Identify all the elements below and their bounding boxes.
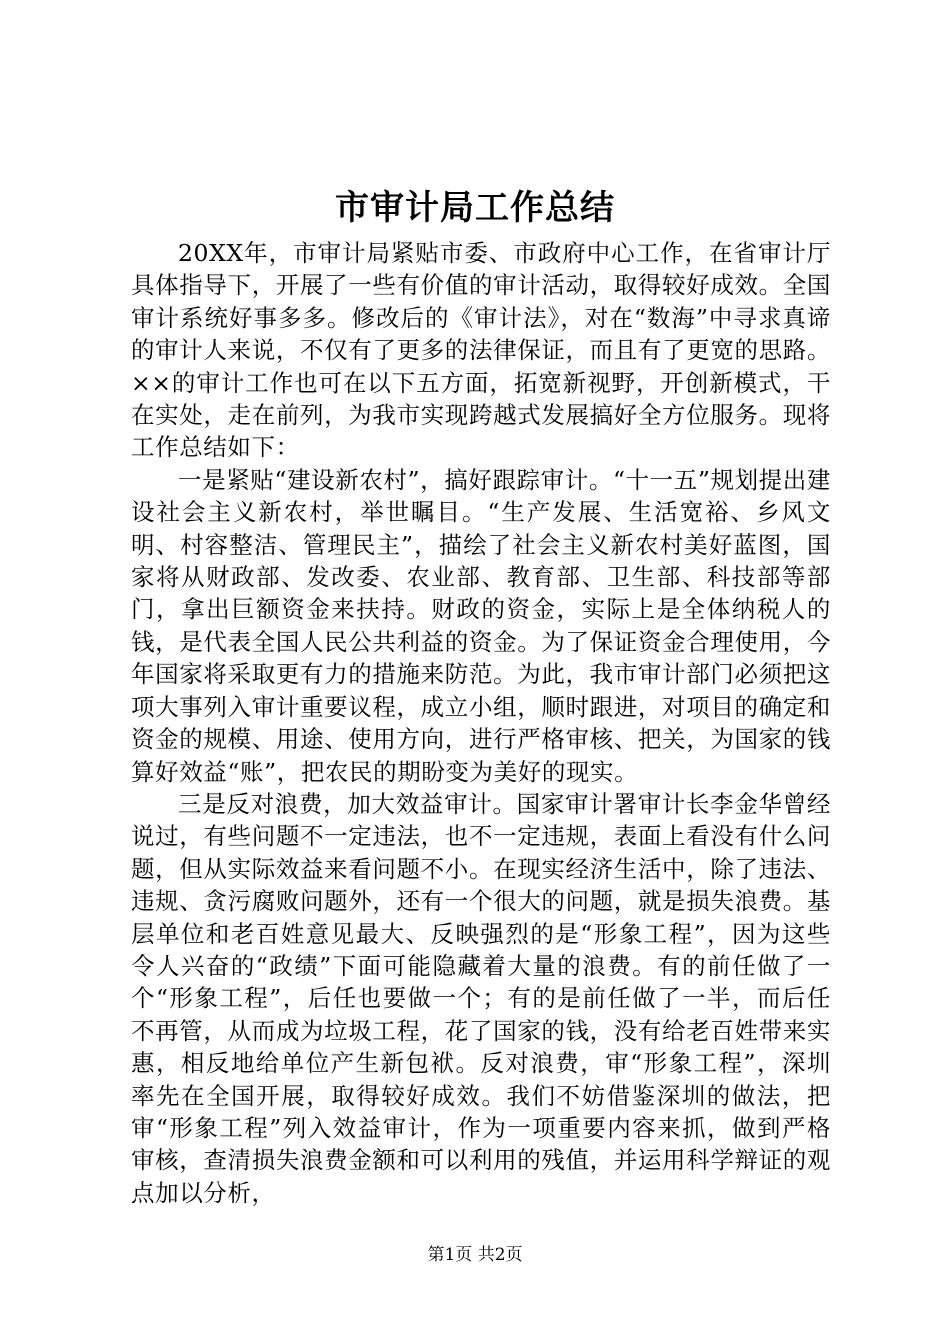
document-title: 市审计局工作总结: [335, 188, 615, 228]
paragraph-point-one: 一是紧贴“建设新农村”，搞好跟踪审计。“十一五”规划提出建设社会主义新农村，举世瞩目。“生产发展、生活宽裕、乡风文明、村容整洁、管理民主”，描绘了社会主义新农村美好蓝图，国家将从财政部、发改委、农业部、教育部、卫生部、科技部等部门，拿出巨额资金来扶持。财政的资金，实际上是全体纳税人的钱，是代表全国人民公共利益的资金。为了保证资金合理使用，今年国家将采取更有力的措施来防范。为此，我市审计部门必须把这项大事列入审计重要议程，成立小组，顺时跟进，对项目的确定和资金的规模、用途、使用方向，进行严格审核、把关，为国家的钱算好效益“账”，把农民的期盼变为美好的现实。: [131, 465, 831, 786]
paragraph-intro: 20XX年，市审计局紧贴市委、市政府中心工作，在省审计厅具体指导下，开展了一些有价值的审计活动，取得较好成效。全国审计系统好事多多。修改后的《审计法》，对在“数海”中寻求真谛的审计人来说，不仅有了更多的法律保证，而且有了更宽的思路。××的审计工作也可在以下五方面，拓宽新视野，开创新模式，干在实处，走在前列，为我市实现跨越式发展搞好全方位服务。现将工作总结如下：: [131, 239, 831, 462]
page-number-footer: 第1页 共2页: [427, 1245, 523, 1265]
paragraph-point-three: 三是反对浪费，加大效益审计。国家审计署审计长李金华曾经说过，有些问题不一定违法，也不一定违规，表面上看没有什么问题，但从实际效益来看问题不小。在现实经济生活中，除了违法、违规、贪污腐败问题外，还有一个很大的问题，就是损失浪费。基层单位和老百姓意见最大、反映强烈的是“形象工程”，因为这些令人兴奋的“政绩”下面可能隐藏着大量的浪费。有的前任做了一个“形象工程”，后任也要做一个；有的是前任做了一半，而后任不再管，从而成为垃圾工程，花了国家的钱，没有给老百姓带来实惠，相反地给单位产生新包袱。反对浪费，审“形象工程”，深圳率先在全国开展，取得较好成效。我们不妨借鉴深圳的做法，把审“形象工程”列入效益审计，作为一项重要内容来抓，做到严格审核，查清损失浪费金额和可以利用的残值，并运用科学辩证的观点加以分析，: [131, 789, 831, 1207]
document-body: [131, 237, 831, 1209]
